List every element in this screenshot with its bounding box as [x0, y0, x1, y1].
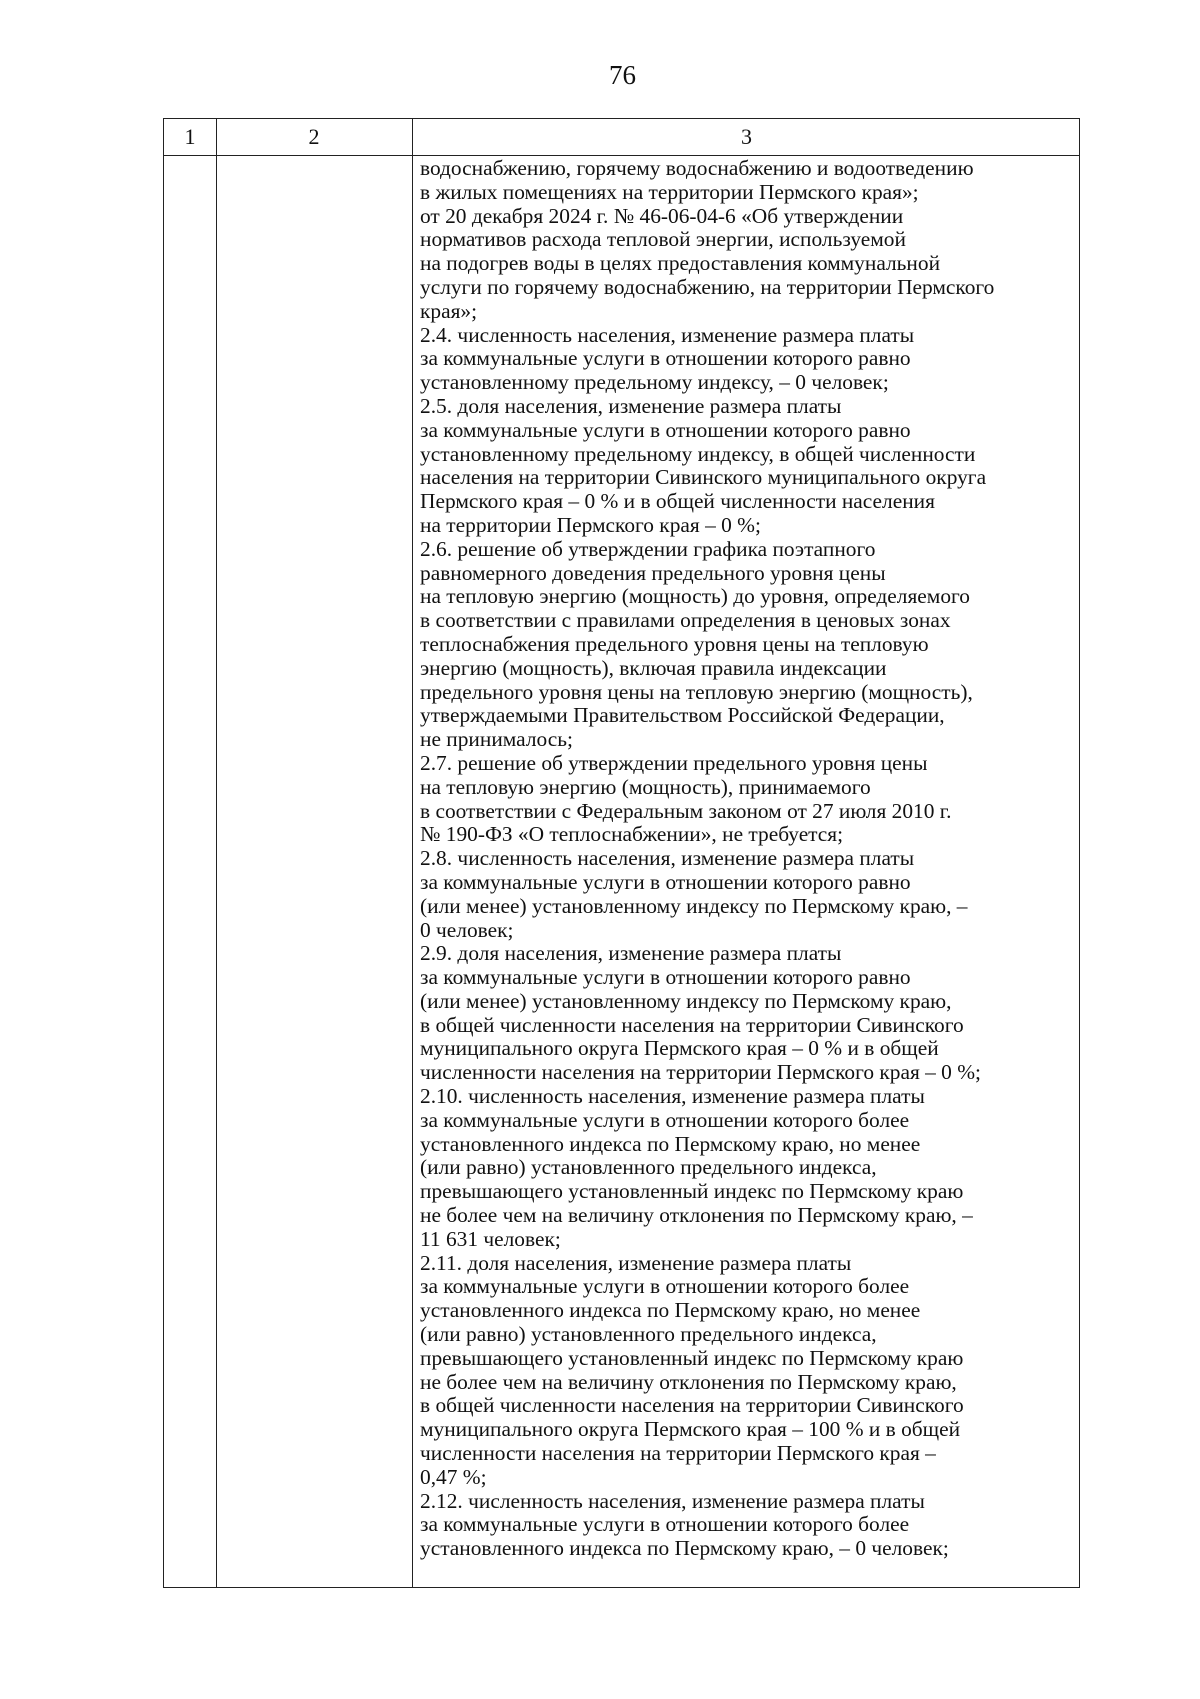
text-line: 2.9. доля населения, изменение размера платы	[420, 941, 842, 966]
text-line: не принималось;	[420, 727, 573, 752]
text-line: (или равно) установленного предельного индекса,	[420, 1155, 877, 1180]
text-line: установленного индекса по Пермскому краю, – 0 человек;	[420, 1536, 949, 1561]
text-line: на территории Пермского края – 0 %;	[420, 512, 761, 537]
column-header-3: 3	[741, 124, 752, 149]
text-line: (или менее) установленному индексу по Пермскому краю, –	[420, 893, 968, 918]
text-line: за коммунальные услуги в отношении которого равно	[420, 869, 911, 894]
text-line: 0,47 %;	[420, 1464, 487, 1489]
text-line: предельного уровня цены на тепловую энергию (мощность),	[420, 679, 973, 704]
text-line: услуги по горячему водоснабжению, на территории Пермского	[420, 274, 995, 299]
text-line: 0 человек;	[420, 917, 514, 942]
text-line: численности населения на территории Пермского края –	[420, 1441, 936, 1466]
text-line: теплоснабжения предельного уровня цены на тепловую	[420, 631, 929, 656]
text-line: утверждаемыми Правительством Российской Федерации,	[420, 703, 945, 728]
text-line: населения на территории Сивинского муниципального округа	[420, 465, 987, 490]
text-line: 2.6. решение об утверждении графика поэтапного	[420, 536, 876, 561]
text-line: 2.5. доля населения, изменение размера платы	[420, 393, 842, 418]
text-line: энергию (мощность), включая правила индексации	[420, 655, 887, 680]
text-line: 2.4. численность населения, изменение размера платы	[420, 322, 915, 347]
text-line: в общей численности населения на территории Сивинского	[420, 1012, 964, 1037]
text-line: за коммунальные услуги в отношении которого более	[420, 1274, 910, 1299]
text-line: (или менее) установленному индексу по Пермскому краю,	[420, 988, 952, 1013]
text-line: установленному предельному индексу, – 0 человек;	[420, 370, 889, 395]
text-line: за коммунальные услуги в отношении которого более	[420, 1107, 910, 1132]
text-line: муниципального округа Пермского края – 100 % и в общей	[420, 1417, 961, 1442]
text-line: в жилых помещениях на территории Пермского края»;	[420, 179, 919, 204]
text-line: нормативов расхода тепловой энергии, используемой	[420, 227, 906, 252]
text-line: 2.8. численность населения, изменение размера платы	[420, 846, 915, 871]
text-line: в соответствии с правилами определения в ценовых зонах	[420, 608, 951, 633]
text-line: в соответствии с Федеральным законом от 27 июля 2010 г.	[420, 798, 952, 823]
text-line: численности населения на территории Пермского края – 0 %;	[420, 1060, 981, 1085]
document-table	[163, 118, 1080, 1588]
column-divider-2	[412, 119, 413, 1587]
text-line: превышающего установленный индекс по Пермскому краю	[420, 1345, 964, 1370]
column-header-2: 2	[308, 124, 320, 149]
column-divider-1	[216, 119, 217, 1587]
text-line: в общей численности населения на территории Сивинского	[420, 1393, 964, 1418]
text-line: № 190-ФЗ «О теплоснабжении», не требуется;	[420, 822, 844, 847]
text-line: равномерного доведения предельного уровня цены	[420, 560, 886, 585]
text-line: края»;	[420, 298, 478, 323]
text-line: не более чем на величину отклонения по Пермскому краю,	[420, 1369, 957, 1394]
text-line: установленному предельному индексу, в общей численности	[420, 441, 976, 466]
text-line: Пермского края – 0 % и в общей численности населения	[420, 489, 935, 514]
text-line: от 20 декабря 2024 г. № 46-06-04-6 «Об утверждении	[420, 203, 904, 228]
text-line: не более чем на величину отклонения по Пермскому краю, –	[420, 1203, 973, 1228]
text-line: 2.7. решение об утверждении предельного уровня цены	[420, 750, 928, 775]
column-3-text	[420, 157, 1080, 1561]
text-line: водоснабжению, горячему водоснабжению и водоотведению	[420, 156, 974, 180]
text-line: установленного индекса по Пермскому краю, но менее	[420, 1298, 921, 1323]
text-line: за коммунальные услуги в отношении которого равно	[420, 417, 911, 442]
text-line: 2.11. доля населения, изменение размера платы	[420, 1250, 852, 1275]
text-line: 11 631 человек;	[420, 1226, 561, 1251]
text-line: на тепловую энергию (мощность) до уровня, определяемого	[420, 584, 970, 609]
column-header-1: 1	[184, 124, 196, 149]
text-line: (или равно) установленного предельного индекса,	[420, 1322, 877, 1347]
text-line: на подогрев воды в целях предоставления коммунальной	[420, 251, 941, 276]
text-line: установленного индекса по Пермскому краю, но менее	[420, 1131, 921, 1156]
text-line: 2.12. численность населения, изменение размера платы	[420, 1488, 925, 1513]
text-line: на тепловую энергию (мощность), принимаемого	[420, 774, 871, 799]
text-line: 2.10. численность населения, изменение размера платы	[420, 1084, 925, 1109]
page-number: 76	[609, 60, 636, 90]
text-line: превышающего установленный индекс по Пермскому краю	[420, 1179, 964, 1204]
text-line: за коммунальные услуги в отношении которого равно	[420, 965, 911, 990]
text-line: за коммунальные услуги в отношении которого более	[420, 1512, 910, 1537]
text-line: за коммунальные услуги в отношении которого равно	[420, 346, 911, 371]
text-line: муниципального округа Пермского края – 0 % и в общей	[420, 1036, 939, 1061]
